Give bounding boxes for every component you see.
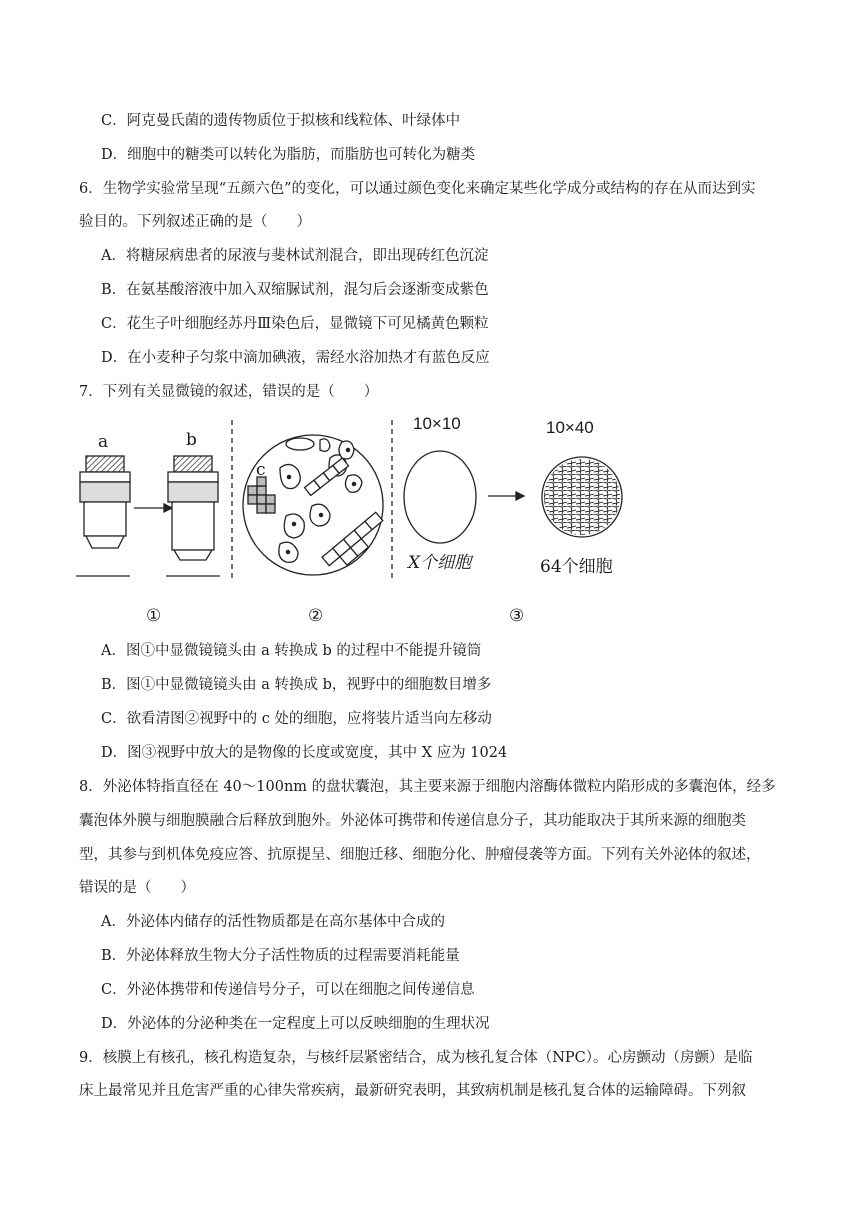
q8-stem-line-1: 8．外泌体特指直径在 40～100nm 的盘状囊泡，其主要来源于细胞内溶酶体微粒内陷形成的多囊泡体，经多 — [79, 779, 776, 795]
figure-number-3: ③ — [509, 606, 525, 626]
microscope-figure-drawing — [72, 410, 652, 630]
q7-option-d: D．图③视野中放大的是物像的长度或宽度，其中 X 应为 1024 — [101, 745, 508, 761]
q7-stem: 7．下列有关显微镜的叙述，错误的是（ ） — [79, 384, 379, 400]
figure-number-2: ② — [308, 606, 324, 626]
field-of-view-low-mag — [404, 451, 476, 543]
q7-option-b: B．图①中显微镜镜头由 a 转换成 b，视野中的细胞数目增多 — [101, 677, 492, 693]
q6-option-a: A．将糖尿病患者的尿液与斐林试剂混合，即出现砖红色沉淀 — [101, 248, 489, 264]
cell-label-c: c — [256, 460, 266, 480]
field-of-view-high-mag — [542, 457, 622, 537]
lens-label-a: a — [98, 432, 109, 452]
q9-stem-line-1: 9．核膜上有核孔，核孔构造复杂，与核纤层紧密结合，成为核孔复合体（NPC）。心房颤动（房颤）是临 — [79, 1050, 753, 1066]
q8-option-a: A．外泌体内储存的活性物质都是在高尔基体中合成的 — [101, 914, 445, 930]
q8-stem-line-2: 囊泡体外膜与细胞膜融合后释放到胞外。外泌体可携带和传递信息分子，其功能取决于其所来源的细胞类 — [79, 813, 746, 829]
q6-option-c: C．花生子叶细胞经苏丹Ⅲ染色后，显微镜下可见橘黄色颗粒 — [101, 316, 489, 332]
arrow-low-to-high — [488, 492, 524, 500]
q7-option-a: A．图①中显微镜镜头由 a 转换成 b 的过程中不能提升镜筒 — [101, 643, 482, 659]
q8-option-b: B．外泌体释放生物大分子活性物质的过程需要消耗能量 — [101, 948, 460, 964]
q6-stem-line-1: 6．生物学实验常呈现“五颜六色”的变化，可以通过颜色变化来确定某些化学成分或结构的存在从而达到实 — [79, 181, 756, 197]
lens-label-b: b — [186, 430, 197, 450]
q5-option-d: D．细胞中的糖类可以转化为脂肪，而脂肪也可转化为糖类 — [101, 147, 476, 163]
objective-lens-a — [76, 456, 130, 576]
q9-stem-line-2: 床上最常见并且危害严重的心律失常疾病，最新研究表明，其致病机制是核孔复合体的运输障碍。下列叙 — [79, 1083, 746, 1099]
q8-stem-line-3: 型，其参与到机体免疫应答、抗原提呈、细胞迁移、细胞分化、肿瘤侵袭等方面。下列有关外泌体的叙述， — [79, 847, 761, 863]
magnification-high: 10×40 — [546, 418, 594, 437]
q8-option-d: D．外泌体的分泌种类在一定程度上可以反映细胞的生理状况 — [101, 1016, 490, 1032]
figure-number-1: ① — [146, 606, 162, 626]
q7-option-c: C．欲看清图②视野中的 c 处的细胞，应将装片适当向左移动 — [101, 711, 492, 727]
objective-lens-b — [166, 456, 220, 576]
caption-x-cells: X个细胞 — [408, 553, 472, 573]
caption-64-cells: 64个细胞 — [540, 557, 613, 577]
q5-option-c: C．阿克曼氏菌的遗传物质位于拟核和线粒体、叶绿体中 — [101, 113, 461, 129]
arrow-a-to-b — [134, 504, 172, 512]
q6-option-d: D．在小麦种子匀浆中滴加碘液，需经水浴加热才有蓝色反应 — [101, 350, 490, 366]
magnification-low: 10×10 — [413, 414, 461, 433]
q8-option-c: C．外泌体携带和传递信号分子，可以在细胞之间传递信息 — [101, 982, 475, 998]
microscope-figure — [72, 410, 652, 630]
q6-option-b: B．在氨基酸溶液中加入双缩脲试剂，混匀后会逐渐变成紫色 — [101, 282, 489, 298]
q6-stem-line-2: 验目的。下列叙述正确的是（ ） — [79, 214, 311, 230]
field-of-view-2 — [243, 435, 390, 575]
q8-stem-line-4: 错误的是（ ） — [79, 880, 195, 896]
